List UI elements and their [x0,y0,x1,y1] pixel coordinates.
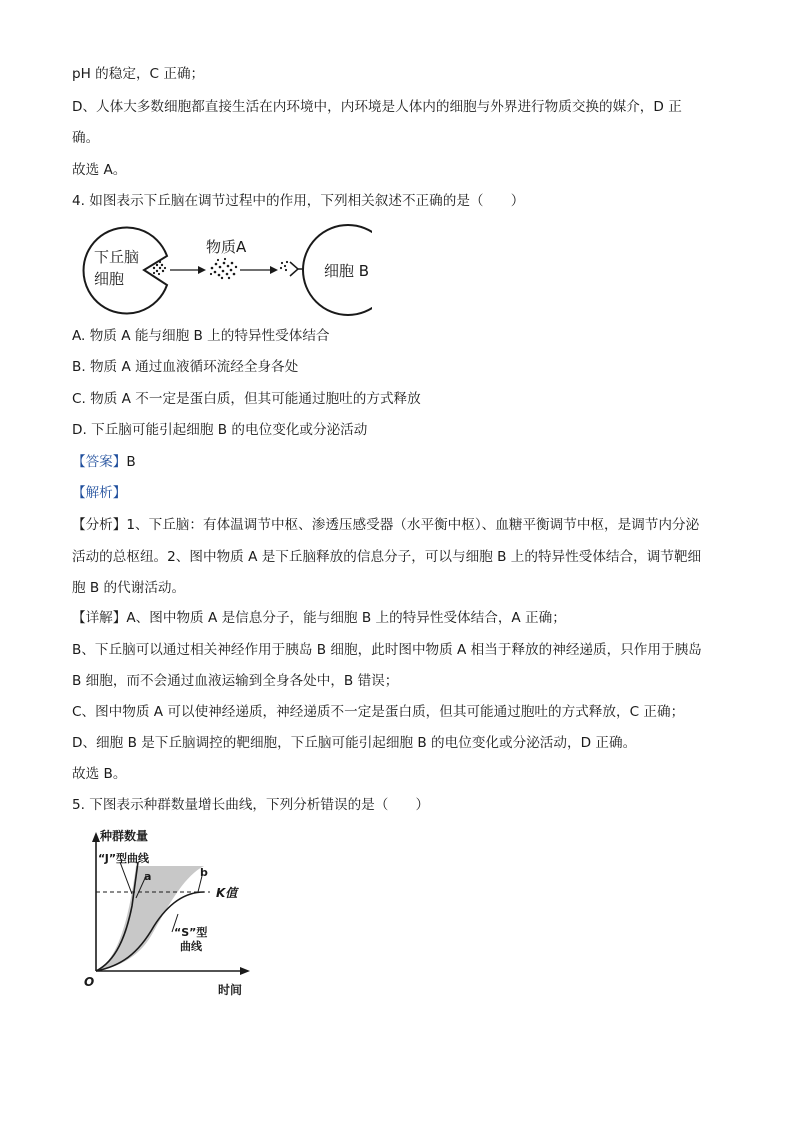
fenxi-line-1 [72,515,699,535]
option-d: D. 下丘脑可能引起细胞 B 的电位变化或分泌活动 [72,422,368,438]
point-a-label: a [144,870,152,883]
analysis-heading [72,483,126,503]
fenxi-line-3: 胞 B 的代谢活动。 [72,580,186,596]
substance-a-cluster [210,258,237,279]
receptor-icon [290,262,298,276]
hypothalamus-label-1: 下丘脑 [94,248,140,266]
xiangjie-line-3: B 细胞，而不会通过血液运输到全身各处中，B 错误； [72,673,399,689]
xiangjie-line-5: D、细胞 B 是下丘脑调控的靶细胞，下丘脑可能引起细胞 B 的电位变化或分泌活动，D 正确。 [72,735,637,751]
k-value-label: K值 [216,886,238,900]
fenxi-tag: 【分析】 [72,517,127,533]
substance-a-label: 物质A [206,238,247,256]
point-b-label: b [200,866,208,879]
question-4-stem: 4. 如图表示下丘脑在调节过程中的作用，下列相关叙述不正确的是（ ） [72,193,525,209]
hypothalamus-label-2: 细胞 [94,270,125,288]
fenxi-line-2: 活动的总枢纽。2、图中物质 A 是下丘脑释放的信息分子，可以与细胞 B 上的特异性受体结合，调节靶细 [72,549,702,565]
xiangjie-text-1: A、图中物质 A 是信息分子，能与细胞 B 上的特异性受体结合，A 正确； [126,610,566,626]
population-growth-diagram [76,826,256,998]
analysis-tag: 【解析】 [72,485,127,501]
option-b: B. 物质 A 通过血液循环流经全身各处 [72,359,299,375]
fenxi-text-1: 1、下丘脑：有体温调节中枢、渗透压感受器（水平衡中枢）、血糖平衡调节中枢，是调节内分泌 [126,517,700,533]
text-line: D、人体大多数细胞都直接生活在内环境中，内环境是人体内的细胞与外界进行物质交换的媒介，D 正 [72,99,682,115]
xiangjie-line-1 [72,608,566,628]
xiangjie-tag: 【详解】 [72,610,127,626]
option-c: C. 物质 A 不一定是蛋白质，但其可能通过胞吐的方式释放 [72,391,421,407]
answer-value: B [126,454,136,470]
xiangjie-line-4: C、图中物质 A 可以使神经递质，神经递质不一定是蛋白质，但其可能通过胞吐的方式释放，C 正确； [72,704,685,720]
question-5-stem: 5. 下图表示种群数量增长曲线，下列分析错误的是（ ） [72,797,430,813]
x-axis-label: 时间 [218,983,243,997]
s-curve-label-1: “S”型 [174,926,208,939]
text-line: pH 的稳定，C 正确； [72,66,205,82]
text-line: 故选 A。 [72,162,127,178]
hypothalamus-diagram [72,222,372,318]
answer-line [72,452,136,472]
option-a: A. 物质 A 能与细胞 B 上的特异性受体结合 [72,328,330,344]
y-axis-label: 种群数量 [100,829,149,843]
origin-label: O [84,975,95,989]
ligand-dots [280,261,288,271]
target-cell-label: 细胞 B [324,262,370,280]
xiangjie-line-2: B、下丘脑可以通过相关神经作用于胰岛 B 细胞，此时图中物质 A 相当于释放的神经递质，只作用于胰岛 [72,642,702,658]
xiangjie-line-6: 故选 B。 [72,766,127,782]
answer-tag: 【答案】 [72,454,127,470]
s-curve-label-2: 曲线 [180,940,202,953]
text-line: 确。 [72,130,100,146]
j-curve-label: “J”型曲线 [98,852,150,865]
